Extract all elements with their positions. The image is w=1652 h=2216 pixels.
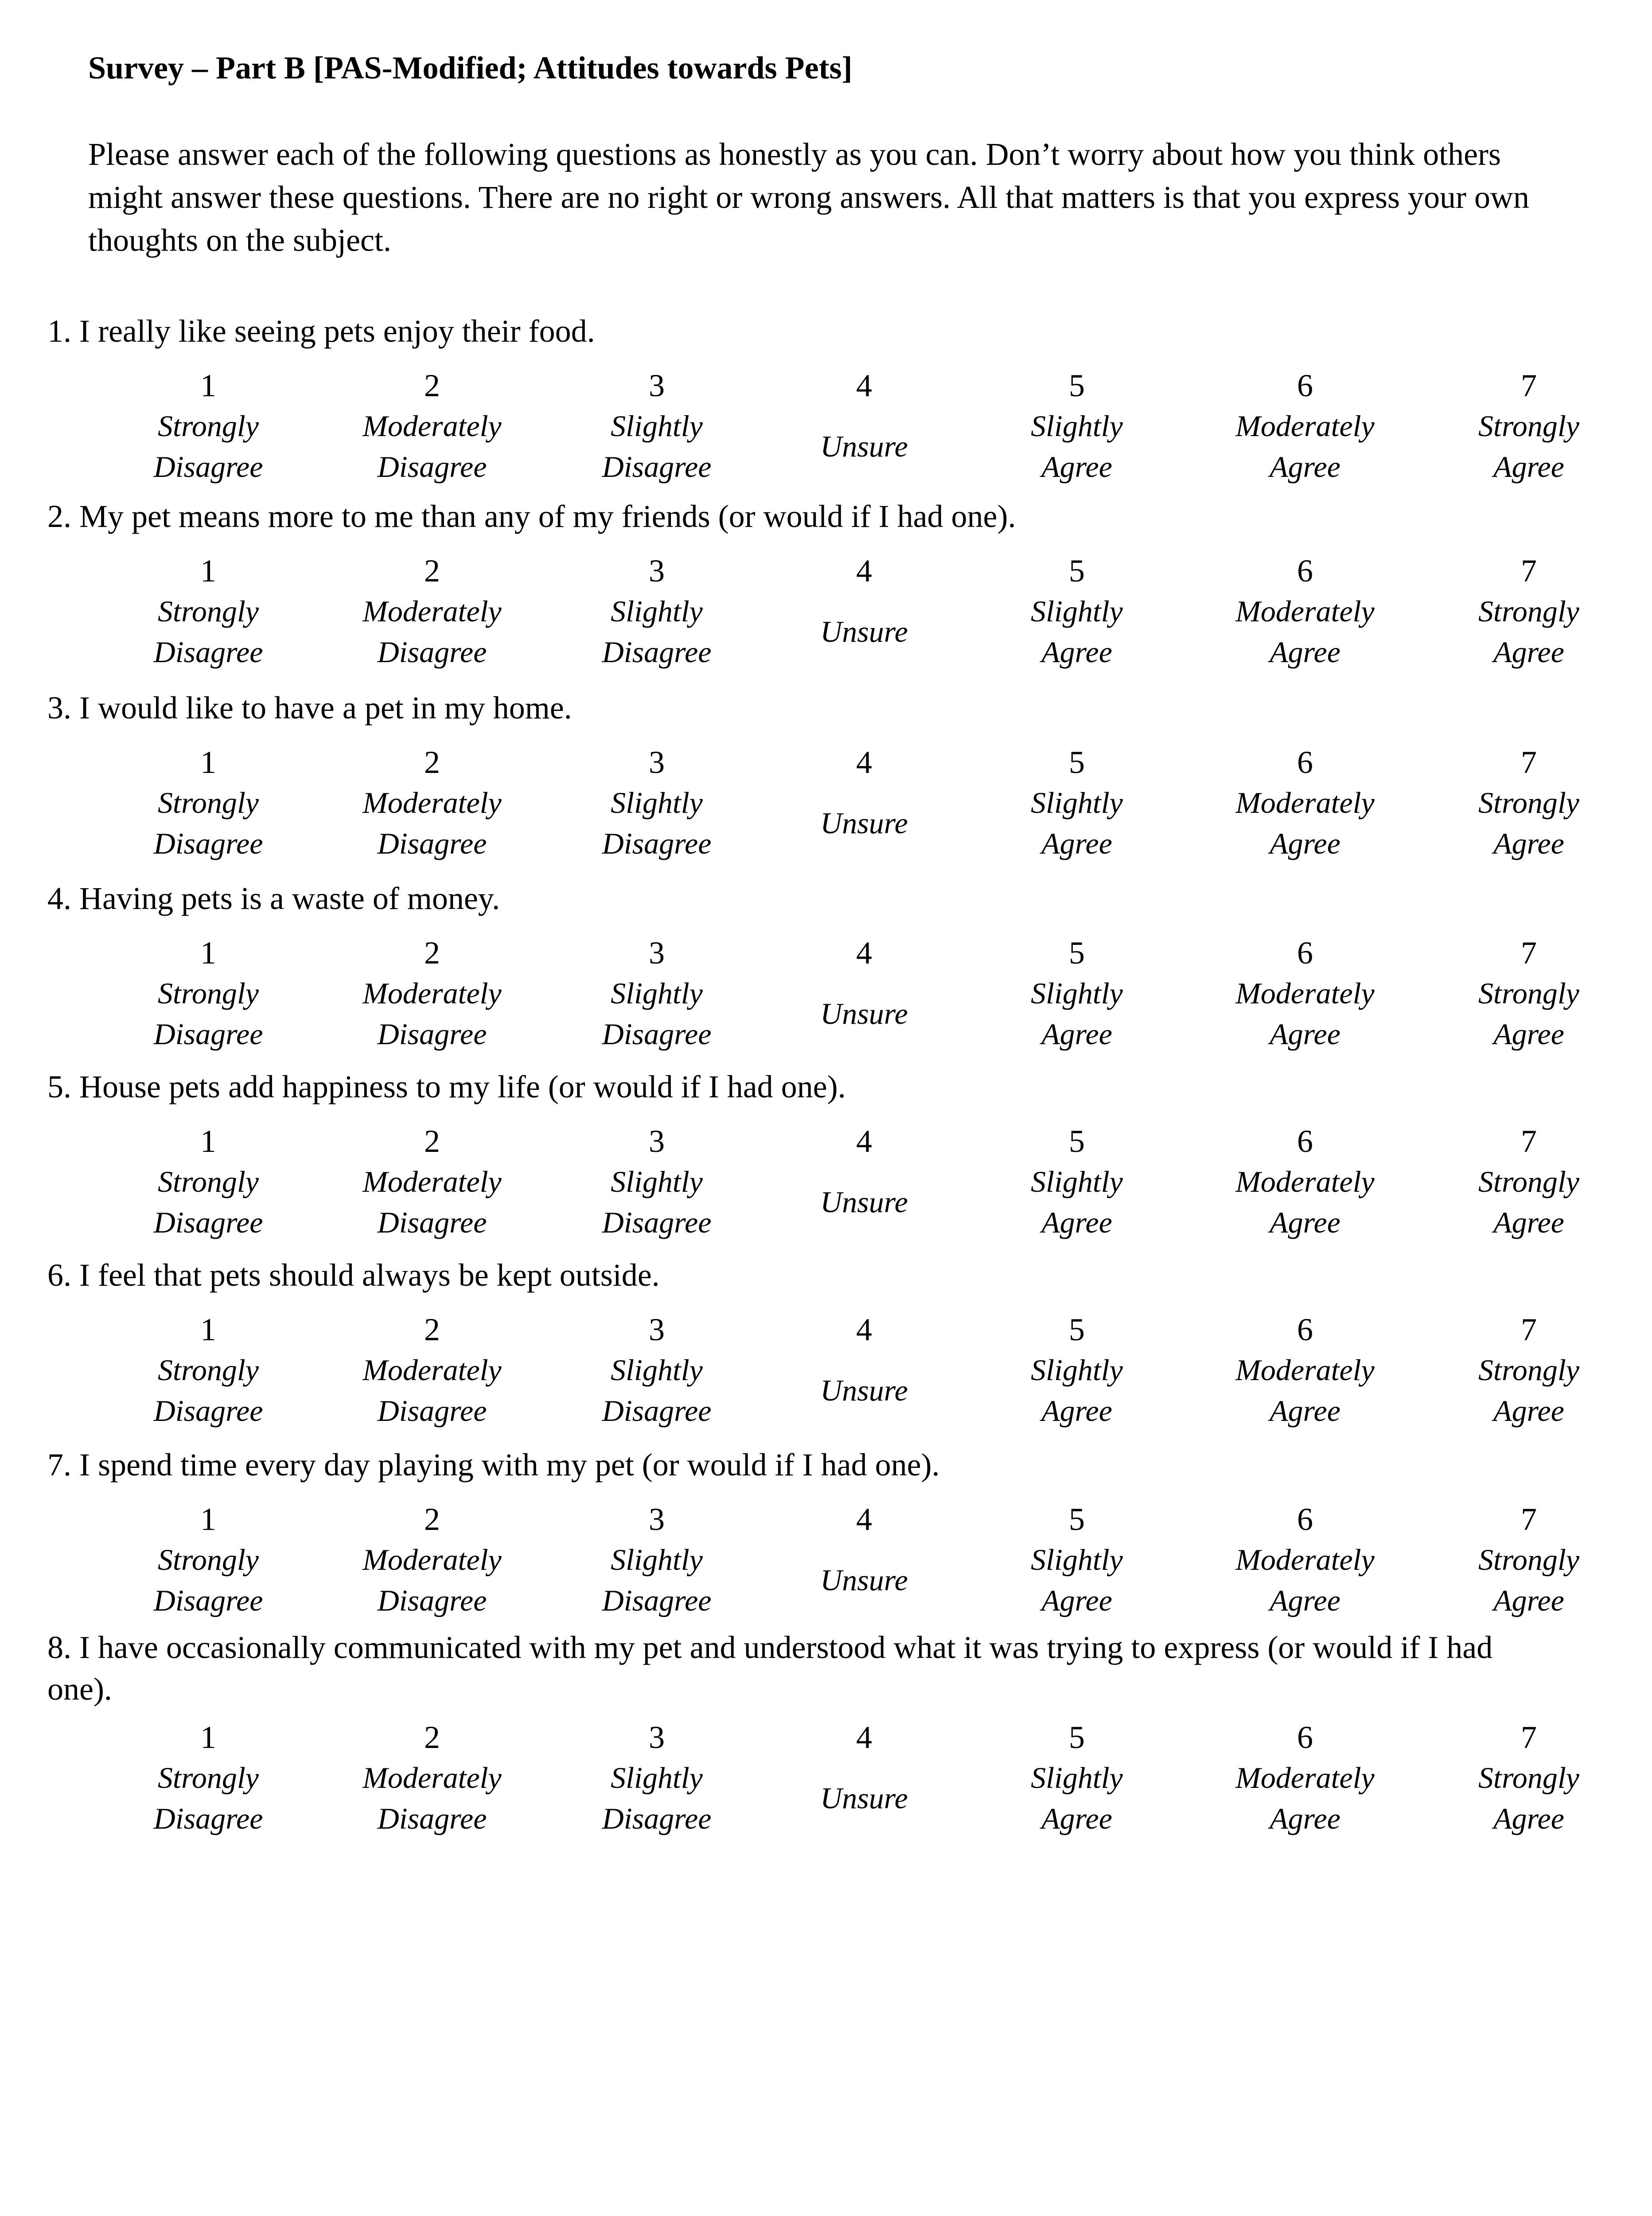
scale-label-line1: Slightly <box>611 1165 703 1198</box>
scale-label-line1: Strongly <box>158 786 259 819</box>
scale-number: 3 <box>649 1312 665 1347</box>
scale-option-4[interactable] <box>758 1310 970 1411</box>
scale-option-3[interactable] <box>550 1310 763 1431</box>
scale-label-line2: Disagree <box>602 827 712 860</box>
scale-number: 5 <box>1069 1312 1085 1347</box>
scale-label-line2: Disagree <box>377 1394 487 1428</box>
scale-option-3[interactable] <box>550 1499 763 1621</box>
scale-label: Unsure <box>820 997 908 1030</box>
scale-label-line1: Moderately <box>1235 786 1375 819</box>
scale-option-6[interactable] <box>1199 1499 1411 1621</box>
scale-label-line1: Moderately <box>362 786 502 819</box>
scale-number: 1 <box>200 1312 216 1347</box>
scale-number: 3 <box>649 745 665 780</box>
scale-label-line1: Slightly <box>611 1543 703 1576</box>
scale-label: Unsure <box>820 1781 908 1815</box>
scale-label-line1: Slightly <box>1031 1165 1123 1198</box>
scale-option-4[interactable] <box>758 1121 970 1222</box>
scale-label-line2: Agree <box>1270 1017 1340 1051</box>
scale-label-line2: Disagree <box>602 1802 712 1835</box>
scale-number: 7 <box>1521 1312 1537 1347</box>
scale-label-line2: Agree <box>1041 1394 1112 1428</box>
scale-option-3[interactable] <box>550 1717 763 1839</box>
scale-label-line1: Slightly <box>611 594 703 628</box>
scale-option-2[interactable] <box>326 742 538 864</box>
scale-number: 3 <box>649 553 665 589</box>
scale-label-line1: Moderately <box>362 1543 502 1576</box>
scale-label: Unsure <box>820 1373 908 1407</box>
scale-label-line1: Moderately <box>1235 1543 1375 1576</box>
scale-label-line2: Agree <box>1041 450 1112 484</box>
scale-number: 1 <box>200 745 216 780</box>
scale-label-line1: Moderately <box>362 976 502 1010</box>
scale-number: 2 <box>424 935 440 971</box>
scale-number: 3 <box>649 368 665 403</box>
scale-label-line2: Disagree <box>153 1584 263 1617</box>
survey-title: Survey – Part B [PAS-Modified; Attitudes towards Pets] <box>88 50 853 86</box>
scale-label-line1: Moderately <box>1235 594 1375 628</box>
scale-option-7[interactable] <box>1422 1499 1635 1621</box>
scale-label-line2: Agree <box>1270 1206 1340 1239</box>
question-text: 6. I feel that pets should always be kept outside. <box>47 1257 660 1293</box>
scale-label-line2: Agree <box>1493 1584 1564 1617</box>
scale-label-line2: Disagree <box>377 827 487 860</box>
scale-label-line2: Disagree <box>602 1584 712 1617</box>
scale-label-line2: Agree <box>1041 827 1112 860</box>
scale-number: 4 <box>856 368 872 403</box>
scale-number: 1 <box>200 553 216 589</box>
scale-label-line1: Strongly <box>1478 594 1579 628</box>
scale-label-line1: Slightly <box>1031 786 1123 819</box>
scale-label-line1: Strongly <box>1478 1165 1579 1198</box>
scale-option-2[interactable] <box>326 551 538 672</box>
scale-label-line2: Disagree <box>602 1394 712 1428</box>
scale-option-4[interactable] <box>758 1499 970 1600</box>
scale-number: 4 <box>856 1720 872 1755</box>
scale-label-line2: Disagree <box>153 1206 263 1239</box>
scale-option-2[interactable] <box>326 1499 538 1621</box>
scale-number: 6 <box>1297 1720 1313 1755</box>
scale-option-6[interactable] <box>1199 366 1411 487</box>
scale-label-line2: Agree <box>1270 635 1340 669</box>
scale-label-line1: Moderately <box>362 594 502 628</box>
scale-label-line1: Slightly <box>611 976 703 1010</box>
scale-label-line2: Disagree <box>153 635 263 669</box>
scale-option-7[interactable] <box>1422 1310 1635 1431</box>
scale-label-line1: Strongly <box>1478 1353 1579 1387</box>
scale-option-1[interactable] <box>102 1717 315 1839</box>
scale-label-line2: Agree <box>1493 1017 1564 1051</box>
scale-label-line2: Agree <box>1493 1394 1564 1428</box>
scale-label-line1: Strongly <box>1478 1543 1579 1576</box>
scale-label-line2: Agree <box>1041 635 1112 669</box>
question-text: 1. I really like seeing pets enjoy their food. <box>47 313 595 349</box>
scale-number: 1 <box>200 1720 216 1755</box>
scale-option-2[interactable] <box>326 1310 538 1431</box>
scale-number: 3 <box>649 1502 665 1537</box>
question-text: 8. I have occasionally communicated with my pet and understood what it was trying to express (or would if I had one). <box>47 1630 1493 1707</box>
scale-label-line2: Agree <box>1041 1584 1112 1617</box>
scale-option-5[interactable] <box>970 1717 1183 1839</box>
scale-number: 2 <box>424 1312 440 1347</box>
scale-label: Unsure <box>820 806 908 840</box>
scale-label-line2: Disagree <box>377 1017 487 1051</box>
scale-label-line1: Moderately <box>1235 976 1375 1010</box>
scale-option-2[interactable] <box>326 1121 538 1243</box>
scale-option-7[interactable] <box>1422 1121 1635 1243</box>
scale-number: 7 <box>1521 745 1537 780</box>
scale-option-7[interactable] <box>1422 551 1635 672</box>
scale-number: 2 <box>424 553 440 589</box>
scale-number: 7 <box>1521 368 1537 403</box>
scale-label-line2: Disagree <box>153 1394 263 1428</box>
scale-label: Unsure <box>820 1563 908 1597</box>
scale-label: Unsure <box>820 429 908 463</box>
scale-label: Unsure <box>820 615 908 648</box>
scale-label-line1: Moderately <box>1235 1353 1375 1387</box>
scale-label-line1: Strongly <box>158 594 259 628</box>
scale-label-line2: Agree <box>1493 450 1564 484</box>
scale-label-line1: Slightly <box>1031 976 1123 1010</box>
scale-label-line1: Moderately <box>1235 1165 1375 1198</box>
scale-number: 2 <box>424 1124 440 1159</box>
scale-option-4[interactable] <box>758 933 970 1034</box>
scale-option-5[interactable] <box>970 933 1183 1054</box>
scale-label-line2: Agree <box>1270 1802 1340 1835</box>
scale-number: 5 <box>1069 553 1085 589</box>
scale-option-5[interactable] <box>970 1121 1183 1243</box>
scale-option-2[interactable] <box>326 1717 538 1839</box>
scale-label-line1: Slightly <box>611 1353 703 1387</box>
scale-label-line2: Agree <box>1270 1394 1340 1428</box>
scale-number: 3 <box>649 935 665 971</box>
scale-number: 5 <box>1069 1720 1085 1755</box>
scale-label-line2: Agree <box>1041 1206 1112 1239</box>
scale-label-line2: Agree <box>1041 1802 1112 1835</box>
scale-label-line1: Slightly <box>611 786 703 819</box>
scale-label-line2: Disagree <box>377 1584 487 1617</box>
scale-number: 1 <box>200 1502 216 1537</box>
survey-instructions: Please answer each of the following questions as honestly as you can. Don’t worry about how you think others might answer these questions. There are no right or wrong answers. All that matters is that you express your own thoughts on the subject. <box>88 137 1529 258</box>
scale-option-4[interactable] <box>758 366 970 467</box>
scale-label-line2: Disagree <box>602 1017 712 1051</box>
scale-number: 4 <box>856 1124 872 1159</box>
scale-option-6[interactable] <box>1199 1717 1411 1839</box>
scale-label-line1: Strongly <box>158 976 259 1010</box>
scale-number: 2 <box>424 368 440 403</box>
scale-label-line2: Agree <box>1270 1584 1340 1617</box>
scale-number: 6 <box>1297 1124 1313 1159</box>
scale-number: 3 <box>649 1124 665 1159</box>
scale-label-line1: Moderately <box>1235 409 1375 443</box>
scale-number: 5 <box>1069 1502 1085 1537</box>
scale-option-5[interactable] <box>970 366 1183 487</box>
scale-label-line1: Strongly <box>158 409 259 443</box>
scale-number: 6 <box>1297 935 1313 971</box>
scale-number: 2 <box>424 1502 440 1537</box>
scale-number: 2 <box>424 1720 440 1755</box>
scale-number: 1 <box>200 1124 216 1159</box>
scale-label-line2: Disagree <box>153 827 263 860</box>
scale-label-line1: Slightly <box>1031 1543 1123 1576</box>
scale-label-line1: Moderately <box>362 1165 502 1198</box>
scale-option-1[interactable] <box>102 933 315 1054</box>
scale-label: Unsure <box>820 1185 908 1219</box>
scale-option-2[interactable] <box>326 933 538 1054</box>
scale-option-1[interactable] <box>102 366 315 487</box>
scale-number: 4 <box>856 553 872 589</box>
scale-option-6[interactable] <box>1199 551 1411 672</box>
scale-option-3[interactable] <box>550 551 763 672</box>
scale-label-line2: Disagree <box>602 1206 712 1239</box>
scale-label-line2: Disagree <box>377 1802 487 1835</box>
scale-label-line1: Slightly <box>611 1761 703 1795</box>
scale-number: 6 <box>1297 1312 1313 1347</box>
scale-number: 7 <box>1521 1124 1537 1159</box>
scale-number: 7 <box>1521 1502 1537 1537</box>
question-text: 5. House pets add happiness to my life (or would if I had one). <box>47 1069 846 1104</box>
scale-option-7[interactable] <box>1422 933 1635 1054</box>
scale-label-line2: Disagree <box>153 1017 263 1051</box>
scale-number: 1 <box>200 935 216 971</box>
scale-label-line1: Moderately <box>362 409 502 443</box>
scale-label-line1: Strongly <box>1478 976 1579 1010</box>
scale-label-line2: Agree <box>1493 827 1564 860</box>
scale-label-line2: Agree <box>1270 450 1340 484</box>
scale-number: 5 <box>1069 368 1085 403</box>
scale-option-6[interactable] <box>1199 1310 1411 1431</box>
scale-label-line1: Strongly <box>158 1165 259 1198</box>
scale-number: 6 <box>1297 553 1313 589</box>
scale-option-4[interactable] <box>758 551 970 652</box>
scale-number: 6 <box>1297 368 1313 403</box>
scale-option-5[interactable] <box>970 551 1183 672</box>
scale-option-3[interactable] <box>550 366 763 487</box>
scale-option-1[interactable] <box>102 1121 315 1243</box>
scale-number: 3 <box>649 1720 665 1755</box>
scale-label-line2: Agree <box>1493 635 1564 669</box>
scale-option-7[interactable] <box>1422 1717 1635 1839</box>
scale-option-2[interactable] <box>326 366 538 487</box>
scale-label-line1: Slightly <box>1031 1353 1123 1387</box>
scale-number: 4 <box>856 745 872 780</box>
scale-label-line1: Strongly <box>1478 409 1579 443</box>
scale-number: 6 <box>1297 745 1313 780</box>
scale-number: 7 <box>1521 1720 1537 1755</box>
scale-label-line1: Strongly <box>1478 1761 1579 1795</box>
scale-number: 4 <box>856 1312 872 1347</box>
scale-option-1[interactable] <box>102 742 315 864</box>
scale-label-line1: Moderately <box>362 1761 502 1795</box>
scale-number: 5 <box>1069 1124 1085 1159</box>
scale-number: 4 <box>856 1502 872 1537</box>
scale-number: 6 <box>1297 1502 1313 1537</box>
question-text: 2. My pet means more to me than any of my friends (or would if I had one). <box>47 499 1016 534</box>
scale-label-line2: Disagree <box>602 450 712 484</box>
scale-label-line1: Slightly <box>611 409 703 443</box>
scale-option-1[interactable] <box>102 551 315 672</box>
scale-number: 4 <box>856 935 872 971</box>
scale-number: 7 <box>1521 553 1537 589</box>
scale-label-line2: Disagree <box>377 1206 487 1239</box>
scale-option-1[interactable] <box>102 1499 315 1621</box>
question-text: 4. Having pets is a waste of money. <box>47 881 500 916</box>
scale-number: 5 <box>1069 935 1085 971</box>
scale-label-line1: Strongly <box>158 1761 259 1795</box>
question-text: 7. I spend time every day playing with my pet (or would if I had one). <box>47 1447 940 1483</box>
scale-number: 5 <box>1069 745 1085 780</box>
question-text: 3. I would like to have a pet in my home. <box>47 690 572 726</box>
scale-label-line2: Agree <box>1493 1802 1564 1835</box>
scale-option-1[interactable] <box>102 1310 315 1431</box>
scale-number: 1 <box>200 368 216 403</box>
scale-label-line1: Strongly <box>158 1353 259 1387</box>
scale-label-line2: Agree <box>1270 827 1340 860</box>
scale-option-6[interactable] <box>1199 742 1411 864</box>
scale-label-line2: Disagree <box>153 1802 263 1835</box>
scale-number: 7 <box>1521 935 1537 971</box>
scale-option-6[interactable] <box>1199 1121 1411 1243</box>
scale-label-line2: Agree <box>1493 1206 1564 1239</box>
scale-label-line2: Disagree <box>377 635 487 669</box>
scale-option-6[interactable] <box>1199 933 1411 1054</box>
scale-option-4[interactable] <box>758 742 970 843</box>
scale-option-5[interactable] <box>970 1499 1183 1621</box>
scale-label-line2: Disagree <box>153 450 263 484</box>
scale-label-line1: Slightly <box>1031 1761 1123 1795</box>
scale-label-line2: Disagree <box>602 635 712 669</box>
scale-option-3[interactable] <box>550 742 763 864</box>
scale-label-line1: Moderately <box>1235 1761 1375 1795</box>
scale-label-line1: Moderately <box>362 1353 502 1387</box>
scale-label-line1: Strongly <box>1478 786 1579 819</box>
scale-option-5[interactable] <box>970 1310 1183 1431</box>
scale-option-3[interactable] <box>550 933 763 1054</box>
scale-option-7[interactable] <box>1422 742 1635 864</box>
scale-label-line2: Disagree <box>377 450 487 484</box>
scale-option-4[interactable] <box>758 1717 970 1818</box>
scale-option-3[interactable] <box>550 1121 763 1243</box>
scale-label-line1: Slightly <box>1031 594 1123 628</box>
scale-label-line2: Agree <box>1041 1017 1112 1051</box>
scale-label-line1: Slightly <box>1031 409 1123 443</box>
scale-number: 2 <box>424 745 440 780</box>
scale-option-5[interactable] <box>970 742 1183 864</box>
scale-option-7[interactable] <box>1422 366 1635 487</box>
scale-label-line1: Strongly <box>158 1543 259 1576</box>
